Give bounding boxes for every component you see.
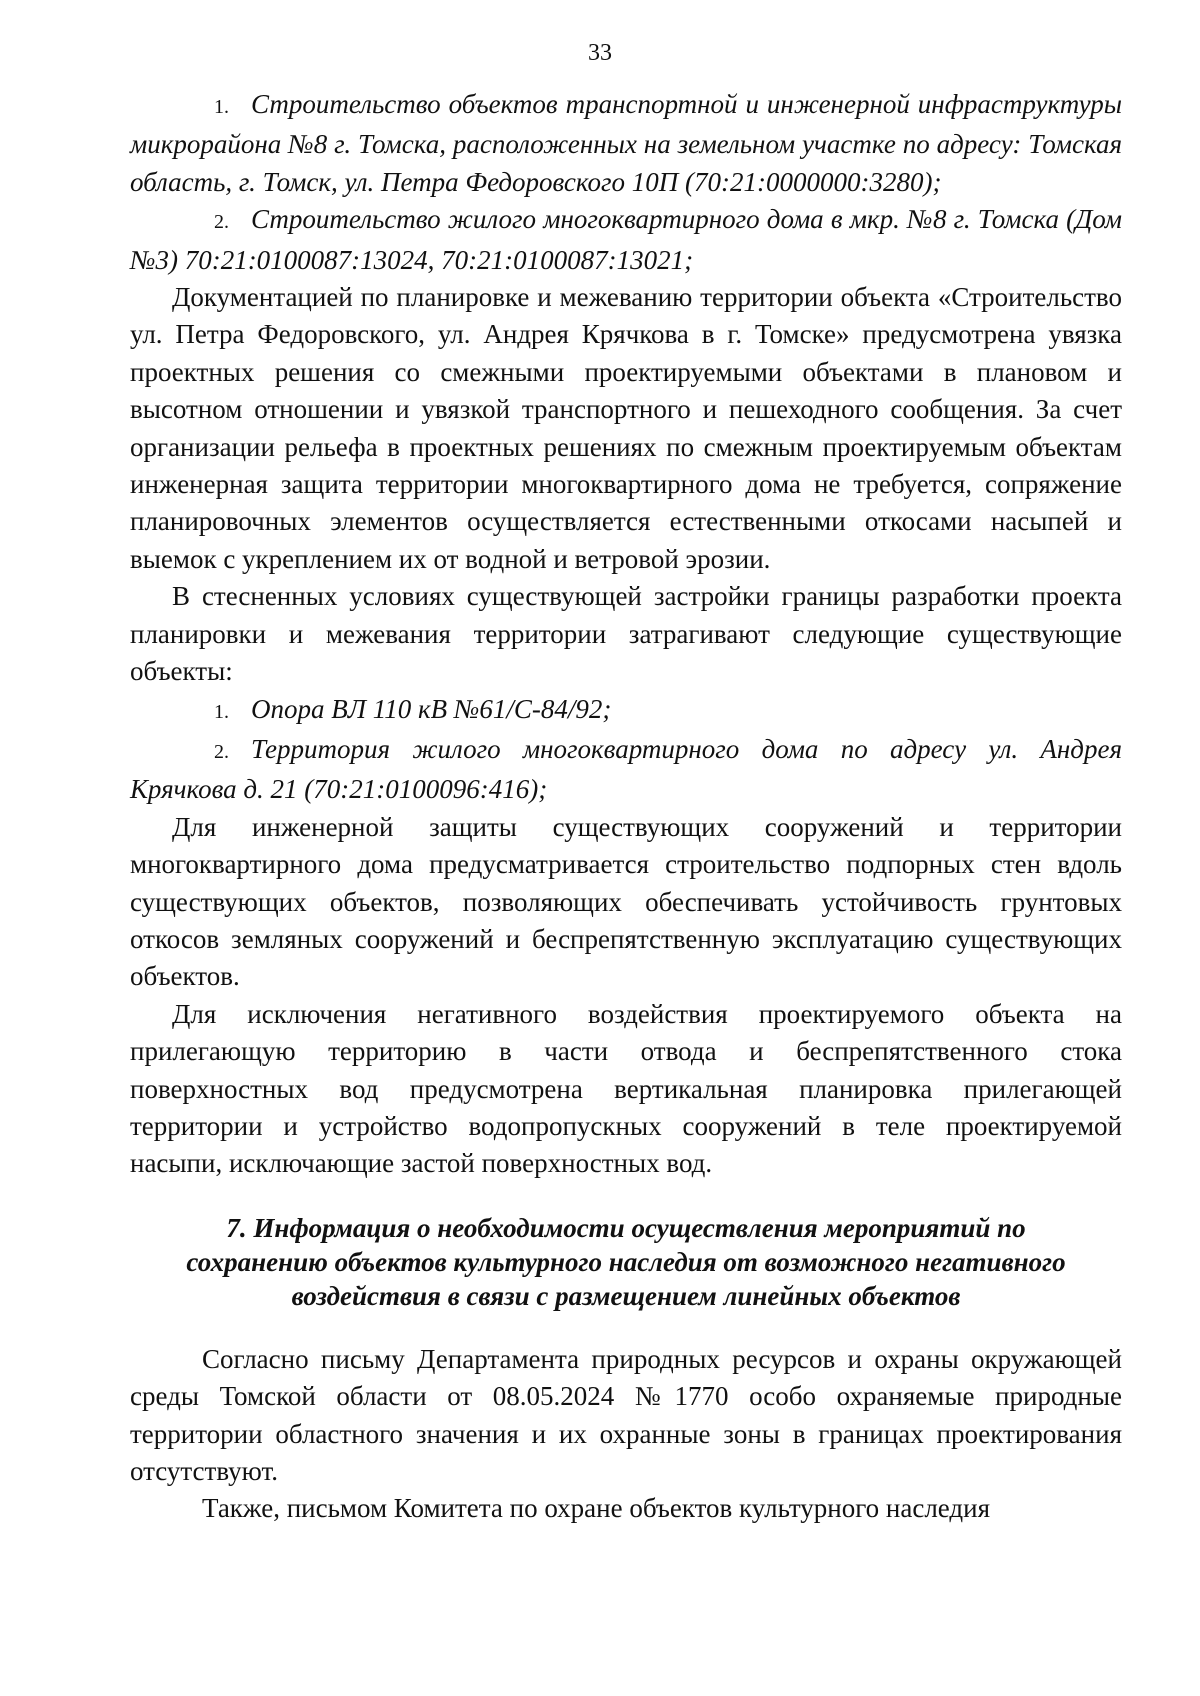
list-item	[130, 691, 1122, 731]
section-heading: 7. Информация о необходимости осуществления мероприятий по сохранению объектов культурного наследия от возможного негативного воздействия в связи с размещением линейных объектов	[186, 1212, 1066, 1311]
paragraph-engineering-protection: Для инженерной защиты существующих сооружений и территории многоквартирного дома предусматривается строительство подпорных стен вдоль существующих объектов, позволяющих обеспечивать устойчивость грунтовых откосов земляных сооружений и беспрепятственную эксплуатацию существующих объектов.	[130, 811, 1122, 992]
list-item	[130, 201, 1122, 279]
list-number: 1.	[214, 96, 229, 118]
paragraph-planning-documentation: Документацией по планировке и межеванию территории объекта «Строительство ул. Петра Федоровского, ул. Андрея Крячкова в г. Томске» предусмотрена увязка проектных решения со смежными проектируемыми объектами в плановом и высотном отношении и увязкой транспортного и пешеходного сообщения. За счет организации рельефа в проектных решениях по смежным проектируемым объектам инженерная защита территории многоквартирного дома не требуется, сопряжение планировочных элементов осуществляется естественными откосами насыпей и выемок с укреплением их от водной и ветровой эрозии.	[130, 282, 1122, 574]
list-number: 2.	[214, 211, 229, 234]
document-body	[130, 86, 1122, 1528]
page-number: 33	[588, 40, 612, 66]
list-item-text: Опора ВЛ 110 кВ №61/С-84/92;	[251, 693, 612, 724]
list-number: 2.	[214, 740, 229, 763]
paragraph-department-letter: Согласно письму Департамента природных ресурсов и охраны окружающей среды Томской области от 08.05.2024 №1770 особо охраняемые природные территории областного значения и их охранные зоны в границах проектирования отсутствуют.	[130, 1343, 1122, 1486]
list-item-text: Строительство жилого многоквартирного дома в мкр. №8 г. Томска (Дом №3) 70:21:0100087:13024, 70:21:0100087:13021;	[130, 204, 1122, 275]
list-item	[130, 731, 1122, 809]
list-item	[130, 86, 1122, 201]
paragraph-constrained-conditions: В стесненных условиях существующей застройки границы разработки проекта планировки и межевания территории затрагивают следующие существующие объекты:	[130, 581, 1122, 687]
paragraph-committee-letter: Также, письмом Комитета по охране объектов культурного наследия	[202, 1493, 991, 1524]
list-number: 1.	[214, 700, 229, 723]
list-item-text: Строительство объектов транспортной и инженерной инфраструктуры микрорайона №8 г. Томска, расположенных на земельном участке по адресу: Томская область, г. Томск, ул. Петра Федоровского 10П (70:21:0000000:3280);	[130, 89, 1122, 197]
paragraph-surface-water: Для исключения негативного воздействия проектируемого объекта на прилегающую территорию в части отвода и беспрепятственного стока поверхностных вод предусмотрена вертикальная планировка прилегающей территории и устройство водопропускных сооружений в теле проектируемой насыпи, исключающие застой поверхностных вод.	[130, 998, 1122, 1179]
list-item-text: Территория жилого многоквартирного дома по адресу ул. Андрея Крячкова д. 21 (70:21:0100096:416);	[130, 733, 1122, 805]
